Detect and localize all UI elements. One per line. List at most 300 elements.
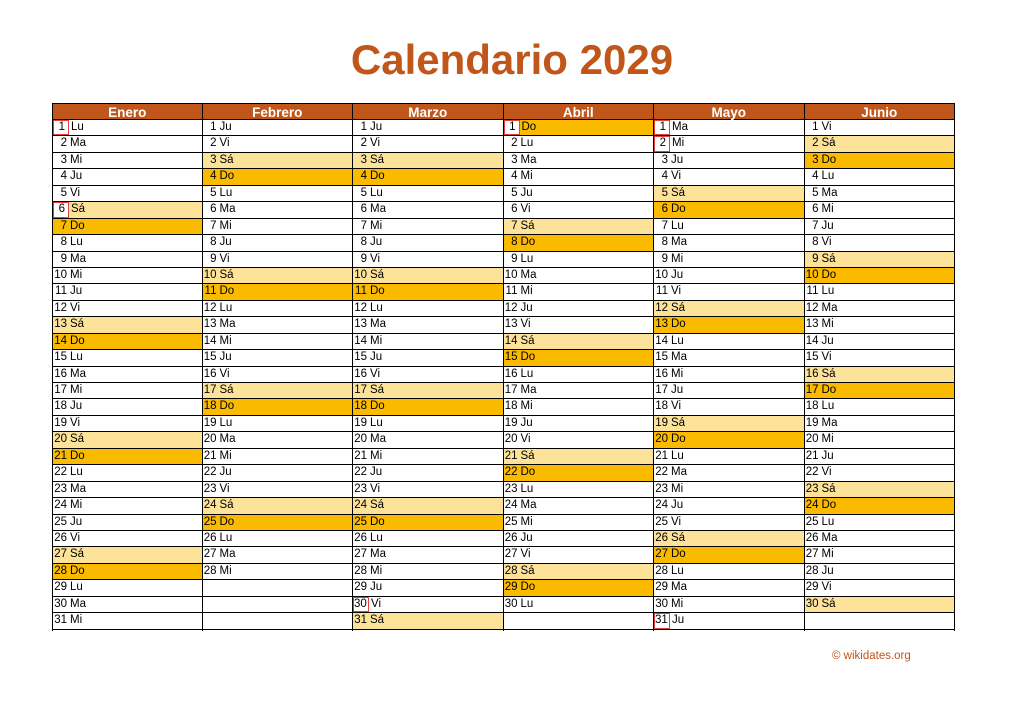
day-cell bbox=[53, 564, 202, 580]
day-cell bbox=[353, 186, 503, 202]
weekday-label: Ma bbox=[370, 548, 386, 561]
day-number: 2 bbox=[360, 137, 367, 150]
day-cell bbox=[353, 547, 503, 563]
day-cell bbox=[654, 284, 804, 300]
day-number: 27 bbox=[203, 548, 217, 561]
day-cell bbox=[53, 465, 202, 481]
day-cell bbox=[353, 120, 503, 136]
weekday-label: Vi bbox=[671, 515, 682, 528]
empty-day-cell bbox=[203, 597, 353, 613]
weekday-label: Lu bbox=[219, 416, 233, 429]
day-cell bbox=[353, 449, 503, 465]
day-cell bbox=[504, 350, 654, 366]
day-cell bbox=[203, 284, 353, 300]
day-number: 21 bbox=[805, 449, 819, 462]
day-cell bbox=[504, 153, 654, 169]
day-cell bbox=[654, 186, 804, 202]
day-cell bbox=[805, 202, 955, 218]
weekday-label: Ju bbox=[219, 351, 232, 364]
day-cell bbox=[654, 547, 804, 563]
day-number: 28 bbox=[203, 564, 217, 577]
weekday-label: Sá bbox=[520, 449, 535, 462]
day-number: 6 bbox=[661, 203, 668, 216]
day-number: 19 bbox=[354, 416, 367, 429]
day-cell bbox=[805, 120, 955, 136]
day-cell bbox=[53, 186, 202, 202]
day-cell bbox=[203, 367, 353, 383]
weekday-label: Lu bbox=[70, 351, 83, 364]
day-number: 18 bbox=[655, 400, 668, 413]
day-number: 21 bbox=[203, 449, 217, 462]
weekday-label: Ju bbox=[70, 515, 83, 528]
weekday-label: Do bbox=[370, 285, 385, 298]
day-cell bbox=[805, 515, 955, 531]
day-number: 14 bbox=[805, 334, 819, 347]
weekday-label: Do bbox=[370, 170, 385, 183]
weekday-label: Ma bbox=[370, 203, 386, 216]
day-cell bbox=[203, 202, 353, 218]
day-number: 24 bbox=[54, 499, 67, 512]
weekday-label: Vi bbox=[370, 137, 381, 150]
weekday-label: Sá bbox=[671, 531, 686, 544]
day-cell bbox=[504, 416, 654, 432]
day-number: 22 bbox=[655, 466, 668, 479]
day-cell bbox=[353, 498, 503, 514]
weekday-label: Lu bbox=[520, 137, 534, 150]
month-header: Febrero bbox=[203, 103, 353, 120]
day-cell bbox=[53, 482, 202, 498]
day-cell bbox=[53, 153, 202, 169]
day-number: 6 bbox=[210, 203, 217, 216]
day-cell bbox=[53, 334, 202, 350]
day-number: 1 bbox=[53, 120, 69, 135]
weekday-label: Ju bbox=[219, 121, 232, 133]
weekday-label: Ma bbox=[70, 597, 86, 610]
weekday-label: Lu bbox=[520, 367, 534, 380]
day-cell bbox=[353, 531, 503, 547]
day-number: 17 bbox=[203, 384, 217, 396]
empty-day-cell bbox=[504, 613, 654, 629]
weekday-label: Mi bbox=[219, 564, 232, 577]
day-number: 16 bbox=[504, 367, 518, 380]
weekday-label: Mi bbox=[520, 400, 533, 413]
day-number: 29 bbox=[655, 581, 668, 594]
weekday-label: Lu bbox=[370, 416, 383, 429]
day-cell bbox=[203, 482, 353, 498]
day-cell bbox=[805, 301, 955, 317]
day-number: 28 bbox=[54, 564, 67, 577]
day-number: 8 bbox=[812, 236, 819, 249]
day-cell bbox=[203, 334, 353, 350]
weekday-label: Ju bbox=[520, 301, 533, 314]
day-cell bbox=[353, 416, 503, 432]
weekday-label: Ju bbox=[219, 466, 232, 479]
weekday-label: Ju bbox=[370, 351, 383, 364]
day-cell bbox=[805, 268, 955, 284]
day-number: 26 bbox=[805, 531, 819, 544]
day-number: 17 bbox=[54, 384, 67, 396]
day-number: 29 bbox=[504, 581, 518, 594]
weekday-label: Do bbox=[521, 121, 537, 133]
weekday-label: Mi bbox=[70, 153, 83, 166]
day-number: 5 bbox=[812, 186, 819, 199]
weekday-label: Ju bbox=[520, 416, 533, 429]
weekday-label: Mi bbox=[821, 433, 834, 446]
weekday-label: Ju bbox=[821, 449, 834, 462]
day-cell bbox=[805, 350, 955, 366]
day-cell bbox=[53, 515, 202, 531]
day-cell bbox=[805, 169, 955, 185]
day-cell bbox=[203, 449, 353, 465]
weekday-label: Do bbox=[70, 564, 85, 577]
day-cell bbox=[203, 564, 353, 580]
weekday-label: Mi bbox=[520, 285, 533, 298]
weekday-label: Vi bbox=[520, 548, 531, 561]
day-number: 16 bbox=[805, 367, 819, 380]
weekday-label: Lu bbox=[520, 597, 534, 610]
day-cell bbox=[353, 252, 503, 268]
day-cell bbox=[654, 136, 804, 152]
weekday-label: Sá bbox=[219, 268, 234, 281]
day-number: 19 bbox=[805, 416, 819, 429]
day-cell bbox=[654, 564, 804, 580]
day-number: 1 bbox=[360, 121, 367, 133]
day-number: 26 bbox=[354, 531, 367, 544]
weekday-label: Lu bbox=[671, 334, 684, 347]
weekday-label: Do bbox=[70, 219, 85, 232]
day-cell bbox=[504, 317, 654, 333]
day-cell bbox=[203, 383, 353, 399]
weekday-label: Mi bbox=[219, 449, 232, 462]
day-number: 17 bbox=[504, 384, 518, 396]
weekday-label: Lu bbox=[370, 301, 383, 314]
day-number: 14 bbox=[203, 334, 217, 347]
day-cell bbox=[654, 301, 804, 317]
day-number: 20 bbox=[504, 433, 518, 446]
day-number: 12 bbox=[805, 301, 819, 314]
month-column bbox=[353, 103, 504, 631]
weekday-label: Ju bbox=[370, 121, 383, 133]
day-cell bbox=[203, 169, 353, 185]
day-number: 17 bbox=[354, 384, 367, 396]
month-header: Mayo bbox=[654, 103, 804, 120]
day-cell bbox=[504, 252, 654, 268]
day-number: 10 bbox=[54, 268, 67, 281]
weekday-label: Lu bbox=[821, 515, 835, 528]
day-number: 1 bbox=[210, 121, 217, 133]
weekday-label: Sá bbox=[821, 252, 836, 265]
weekday-label: Ju bbox=[70, 400, 83, 413]
weekday-label: Sá bbox=[520, 564, 535, 577]
day-cell bbox=[504, 202, 654, 218]
weekday-label: Lu bbox=[821, 400, 835, 413]
day-number: 7 bbox=[60, 219, 67, 232]
day-cell bbox=[353, 515, 503, 531]
day-cell bbox=[53, 449, 202, 465]
weekday-label: Ma bbox=[671, 581, 687, 594]
day-number: 9 bbox=[511, 252, 518, 265]
weekday-label: Ma bbox=[821, 186, 838, 199]
weekday-label: Mi bbox=[370, 449, 383, 462]
weekday-label: Vi bbox=[370, 482, 381, 495]
day-number: 28 bbox=[504, 564, 518, 577]
weekday-label: Vi bbox=[370, 367, 381, 380]
day-number: 13 bbox=[504, 318, 518, 331]
weekday-label: Ma bbox=[671, 236, 687, 249]
day-cell bbox=[203, 219, 353, 235]
weekday-label: Lu bbox=[671, 449, 684, 462]
weekday-label: Mi bbox=[671, 252, 684, 265]
day-cell bbox=[805, 482, 955, 498]
day-number: 25 bbox=[203, 515, 217, 528]
weekday-label: Vi bbox=[70, 186, 81, 199]
day-cell bbox=[203, 547, 353, 563]
day-number: 5 bbox=[661, 186, 668, 199]
day-cell bbox=[654, 350, 804, 366]
day-cell bbox=[654, 252, 804, 268]
day-cell bbox=[805, 367, 955, 383]
day-number: 15 bbox=[54, 351, 67, 364]
weekday-label: Lu bbox=[821, 170, 835, 183]
day-number: 3 bbox=[360, 153, 367, 166]
weekday-label: Ju bbox=[70, 285, 83, 298]
day-number: 17 bbox=[805, 384, 819, 396]
day-number: 10 bbox=[805, 268, 819, 281]
weekday-label: Sá bbox=[370, 268, 385, 281]
day-number: 14 bbox=[655, 334, 668, 347]
day-number: 11 bbox=[505, 285, 518, 298]
weekday-label: Lu bbox=[70, 236, 83, 249]
day-number: 21 bbox=[655, 449, 668, 462]
day-number: 4 bbox=[360, 170, 367, 183]
weekday-label: Vi bbox=[520, 433, 531, 446]
weekday-label: Mi bbox=[370, 219, 383, 232]
day-cell bbox=[654, 465, 804, 481]
day-cell bbox=[504, 268, 654, 284]
day-cell bbox=[203, 498, 353, 514]
day-number: 2 bbox=[60, 137, 67, 150]
day-cell bbox=[353, 465, 503, 481]
weekday-label: Mi bbox=[821, 318, 834, 331]
weekday-label: Lu bbox=[70, 466, 83, 479]
weekday-label: Vi bbox=[821, 236, 832, 249]
day-cell bbox=[353, 202, 503, 218]
day-cell bbox=[805, 252, 955, 268]
weekday-label: Sá bbox=[70, 433, 85, 446]
day-number: 4 bbox=[511, 170, 518, 183]
day-cell bbox=[203, 465, 353, 481]
day-number: 24 bbox=[805, 499, 819, 512]
day-cell bbox=[353, 399, 503, 415]
day-number: 13 bbox=[354, 318, 367, 331]
weekday-label: Vi bbox=[219, 367, 230, 380]
day-cell bbox=[353, 334, 503, 350]
day-cell bbox=[504, 564, 654, 580]
day-number: 8 bbox=[360, 236, 367, 249]
day-number: 22 bbox=[504, 466, 518, 479]
day-number: 20 bbox=[655, 433, 668, 446]
day-number: 2 bbox=[654, 136, 670, 151]
day-cell bbox=[504, 580, 654, 596]
weekday-label: Lu bbox=[520, 252, 534, 265]
day-cell bbox=[504, 120, 654, 136]
weekday-label: Sá bbox=[671, 186, 686, 199]
day-cell bbox=[504, 301, 654, 317]
day-cell bbox=[504, 399, 654, 415]
day-cell bbox=[654, 367, 804, 383]
weekday-label: Ma bbox=[671, 351, 687, 364]
day-number: 3 bbox=[60, 153, 67, 166]
day-cell bbox=[53, 350, 202, 366]
weekday-label: Do bbox=[520, 236, 536, 249]
day-number: 13 bbox=[655, 318, 668, 331]
weekday-label: Lu bbox=[370, 531, 383, 544]
day-cell bbox=[353, 597, 503, 613]
day-cell bbox=[805, 597, 955, 613]
weekday-label: Mi bbox=[671, 597, 684, 610]
day-cell bbox=[654, 432, 804, 448]
day-cell bbox=[203, 235, 353, 251]
weekday-label: Lu bbox=[370, 186, 383, 199]
weekday-label: Ma bbox=[520, 499, 537, 512]
weekday-label: Sá bbox=[219, 384, 234, 396]
day-cell bbox=[353, 580, 503, 596]
day-number: 11 bbox=[55, 285, 67, 298]
empty-day-cell bbox=[203, 613, 353, 629]
day-cell bbox=[805, 186, 955, 202]
day-cell bbox=[504, 186, 654, 202]
month-header: Junio bbox=[805, 103, 955, 120]
weekday-label: Ma bbox=[672, 121, 688, 133]
day-number: 6 bbox=[360, 203, 367, 216]
day-number: 20 bbox=[203, 433, 217, 446]
day-number: 30 bbox=[805, 597, 819, 610]
weekday-label: Do bbox=[70, 449, 85, 462]
day-cell bbox=[805, 432, 955, 448]
day-cell bbox=[353, 153, 503, 169]
day-number: 3 bbox=[210, 153, 217, 166]
day-number: 9 bbox=[210, 252, 217, 265]
day-number: 12 bbox=[655, 301, 668, 314]
day-number: 31 bbox=[654, 613, 670, 628]
day-cell bbox=[504, 597, 654, 613]
weekday-label: Vi bbox=[70, 531, 81, 544]
footer-credit: © wikidates.org bbox=[832, 650, 911, 662]
day-cell bbox=[203, 350, 353, 366]
weekday-label: Sá bbox=[821, 482, 836, 495]
day-cell bbox=[203, 268, 353, 284]
day-cell bbox=[53, 432, 202, 448]
weekday-label: Mi bbox=[520, 515, 533, 528]
day-cell bbox=[53, 317, 202, 333]
day-number: 4 bbox=[812, 170, 819, 183]
weekday-label: Ma bbox=[520, 268, 537, 281]
day-number: 28 bbox=[805, 564, 819, 577]
day-number: 29 bbox=[354, 581, 367, 594]
day-cell bbox=[353, 284, 503, 300]
weekday-label: Ju bbox=[370, 236, 383, 249]
day-number: 20 bbox=[805, 433, 819, 446]
day-cell bbox=[53, 268, 202, 284]
empty-day-cell bbox=[805, 613, 955, 629]
day-cell bbox=[504, 169, 654, 185]
day-number: 27 bbox=[805, 548, 819, 561]
day-cell bbox=[53, 580, 202, 596]
day-number: 4 bbox=[661, 170, 668, 183]
weekday-label: Mi bbox=[671, 482, 684, 495]
day-number: 4 bbox=[60, 170, 67, 183]
day-number: 27 bbox=[655, 548, 668, 561]
day-cell bbox=[654, 268, 804, 284]
day-number: 15 bbox=[655, 351, 668, 364]
weekday-label: Ju bbox=[370, 581, 383, 594]
weekday-label: Mi bbox=[520, 170, 533, 183]
weekday-label: Vi bbox=[70, 416, 81, 429]
weekday-label: Vi bbox=[219, 252, 230, 265]
day-number: 25 bbox=[54, 515, 67, 528]
day-cell bbox=[654, 597, 804, 613]
day-number: 19 bbox=[203, 416, 217, 429]
weekday-label: Vi bbox=[370, 252, 381, 265]
day-cell bbox=[53, 531, 202, 547]
day-cell bbox=[203, 531, 353, 547]
day-number: 20 bbox=[54, 433, 67, 446]
day-cell bbox=[53, 367, 202, 383]
day-cell bbox=[353, 268, 503, 284]
day-number: 24 bbox=[354, 499, 367, 512]
calendar-grid bbox=[52, 103, 955, 631]
day-number: 2 bbox=[210, 137, 217, 150]
day-cell bbox=[805, 449, 955, 465]
weekday-label: Ju bbox=[370, 466, 383, 479]
weekday-label: Mi bbox=[370, 334, 383, 347]
day-cell bbox=[353, 564, 503, 580]
day-cell bbox=[805, 564, 955, 580]
day-number: 31 bbox=[54, 614, 67, 627]
weekday-label: Mi bbox=[821, 203, 834, 216]
day-number: 22 bbox=[54, 466, 67, 479]
day-number: 5 bbox=[360, 186, 367, 199]
day-number: 15 bbox=[805, 351, 819, 364]
weekday-label: Vi bbox=[671, 170, 682, 183]
day-number: 22 bbox=[203, 466, 217, 479]
day-cell bbox=[53, 383, 202, 399]
day-number: 21 bbox=[54, 449, 67, 462]
day-cell bbox=[53, 547, 202, 563]
weekday-label: Ma bbox=[219, 203, 236, 216]
weekday-label: Sá bbox=[219, 153, 234, 166]
day-cell bbox=[805, 531, 955, 547]
day-cell bbox=[654, 613, 804, 629]
weekday-label: Do bbox=[671, 548, 686, 561]
day-number: 25 bbox=[655, 515, 668, 528]
day-number: 18 bbox=[504, 400, 518, 413]
day-number: 7 bbox=[360, 219, 367, 232]
day-number: 16 bbox=[203, 367, 217, 380]
day-cell bbox=[805, 580, 955, 596]
weekday-label: Do bbox=[219, 400, 235, 413]
weekday-label: Ju bbox=[671, 499, 684, 512]
weekday-label: Do bbox=[219, 515, 235, 528]
day-number: 12 bbox=[504, 301, 518, 314]
weekday-label: Lu bbox=[671, 219, 684, 232]
day-number: 11 bbox=[355, 285, 367, 298]
day-number: 5 bbox=[60, 186, 67, 199]
day-number: 2 bbox=[511, 137, 518, 150]
day-cell bbox=[53, 219, 202, 235]
day-number: 15 bbox=[354, 351, 367, 364]
month-column bbox=[654, 103, 805, 631]
